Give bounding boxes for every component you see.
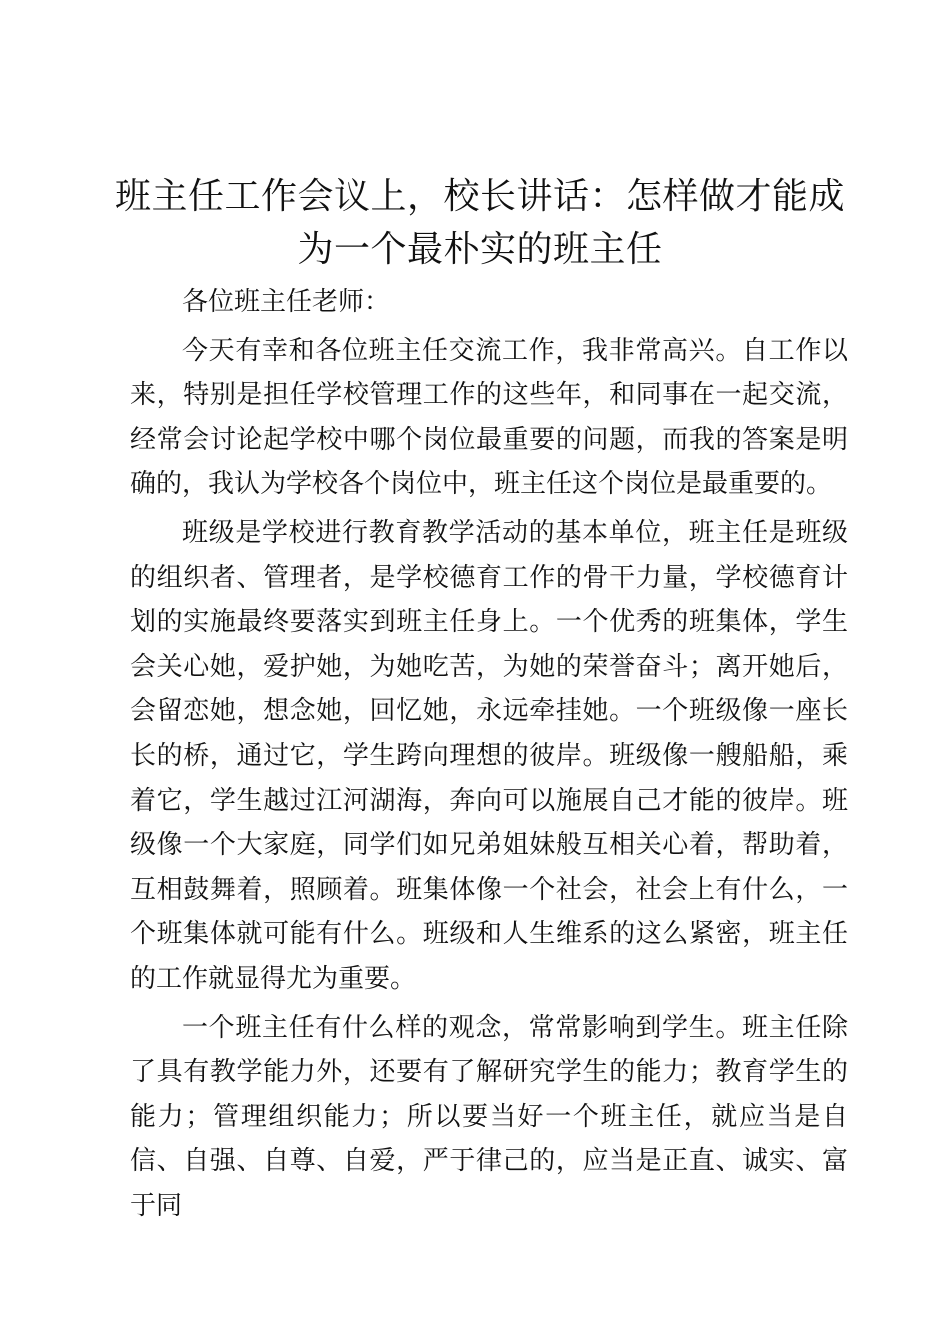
paragraph-3: 一个班主任有什么样的观念，常常影响到学生。班主任除了具有教学能力外，还要有了解研究学生的能力；教育学生的能力；管理组织能力；所以要当好一个班主任，就应当是自信、自强、自尊、自爱，严于律己的，应当是正直、诚实、富于同 [130,1012,848,1221]
document-body [130,280,848,1228]
document-title: 班主任工作会议上，校长讲话：怎样做才能成为一个最朴实的班主任 [114,176,845,270]
paragraph-2: 班级是学校进行教育教学活动的基本单位，班主任是班级的组织者、管理者，是学校德育工作的骨干力量，学校德育计划的实施最终要落实到班主任身上。一个优秀的班集体，学生会关心她，爱护她，为她吃苦，为她的荣誉奋斗；离开她后，会留恋她，想念她，回忆她，永远牵挂她。一个班级像一座长长的桥，通过它，学生跨向理想的彼岸。班级像一艘船船，乘着它，学生越过江河湖海，奔向可以施展自己才能的彼岸。班级像一个大家庭，同学们如兄弟姐妹般互相关心着，帮助着，互相鼓舞着，照顾着。班集体像一个社会，社会上有什么，一个班集体就可能有什么。班级和人生维系的这么紧密，班主任的工作就显得尤为重要。 [130,517,848,994]
salutation: 各位班主任老师： [182,287,391,317]
paragraph-1: 今天有幸和各位班主任交流工作，我非常高兴。自工作以来，特别是担任学校管理工作的这些年，和同事在一起交流，经常会讨论起学校中哪个岗位最重要的问题，而我的答案是明确的，我认为学校各个岗位中，班主任这个岗位是最重要的。 [130,335,848,500]
